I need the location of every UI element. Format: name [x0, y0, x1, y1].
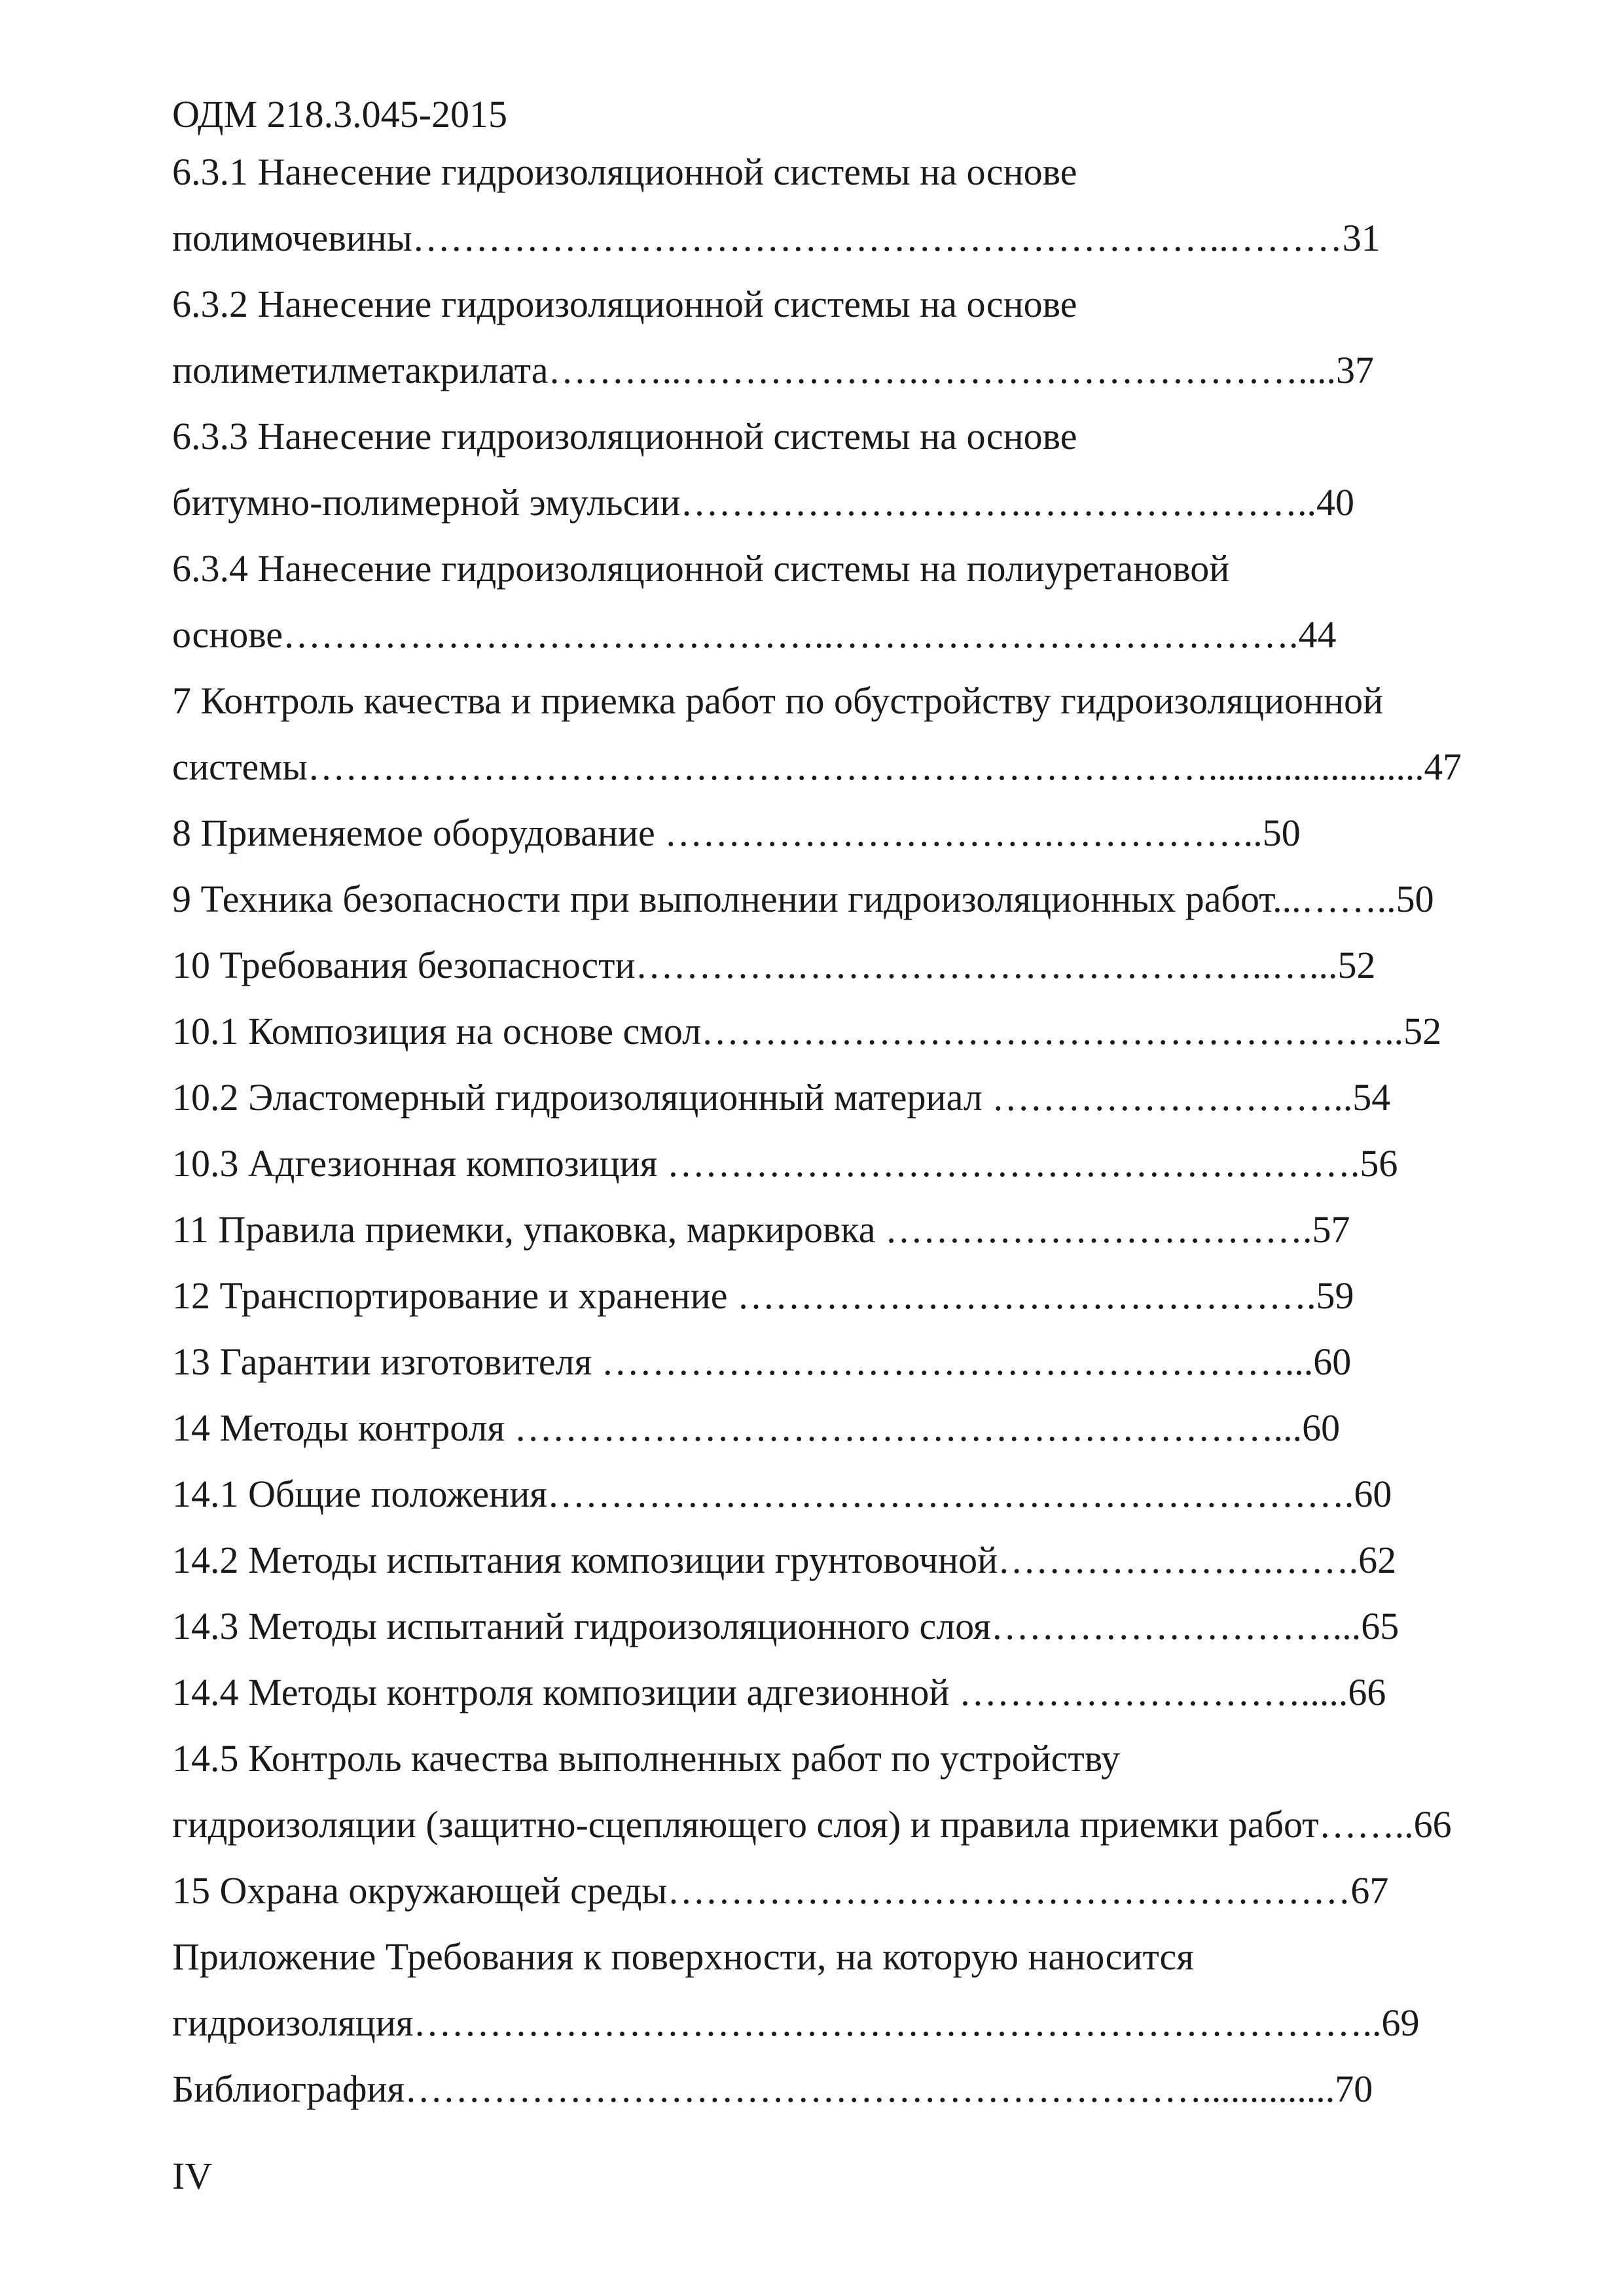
toc-line-6-3-1: 6.3.1 Нанесение гидроизоляционной системы на основе [172, 151, 1077, 193]
toc-line-10: 10 Требования безопасности………….………………………………..…...52 [172, 944, 1376, 986]
toc-line-14-3: 14.3 Методы испытаний гидроизоляционного слоя………………………...65 [172, 1605, 1399, 1647]
toc-line-bibliography: Библиография………………………………………………………..............70 [172, 2068, 1373, 2110]
toc-line-appendix: Приложение Требования к поверхности, на которую наносится [172, 1935, 1194, 1978]
toc-line-15: 15 Охрана окружающей среды………………………………………………67 [172, 1869, 1389, 1912]
toc-line-11: 11 Правила приемки, упаковка, маркировка …………………………….57 [172, 1208, 1350, 1251]
toc-line-14: 14 Методы контроля ……………………………………………………...60 [172, 1407, 1341, 1449]
toc-line-14-1: 14.1 Общие положения……………………………………………………….60 [172, 1473, 1392, 1515]
toc-line-6-3-2: 6.3.2 Нанесение гидроизоляционной системы на основе [172, 283, 1077, 325]
page-number: IV [172, 2155, 213, 2197]
toc-line-6-3-4-cont: основе……………………………………..……………………………….44 [172, 613, 1337, 656]
toc-line-6-3-3: 6.3.3 Нанесение гидроизоляционной системы на основе [172, 415, 1077, 457]
toc-line-14-4: 14.4 Методы контроля композиции адгезионной ……………………….....66 [172, 1671, 1386, 1713]
toc-line-14-5: 14.5 Контроль качества выполненных работ по устройству [172, 1737, 1121, 1780]
toc-line-10-2: 10.2 Эластомерный гидроизоляционный материал ………………………..54 [172, 1076, 1391, 1119]
toc-line-10-1: 10.1 Композиция на основе смол………………………………………………..52 [172, 1010, 1442, 1052]
toc-line-14-5-cont: гидроизоляции (защитно-сцепляющего слоя) и правила приемки работ……..66 [172, 1803, 1452, 1846]
toc-line-13: 13 Гарантии изготовителя ………………………………………………...60 [172, 1340, 1352, 1383]
toc-line-10-3: 10.3 Адгезионная композиция ……………………………………………….56 [172, 1142, 1398, 1185]
toc-line-9: 9 Техника безопасности при выполнении гидроизоляционных работ...……..50 [172, 878, 1434, 920]
toc-line-6-3-2-cont: полиметилметакрилата………..……………….…………………………....37 [172, 349, 1374, 391]
toc-line-6-3-4: 6.3.4 Нанесение гидроизоляционной системы на полиуретановой [172, 547, 1230, 590]
toc-line-7-cont: системы……………………………………………………………….......................47 [172, 745, 1462, 788]
document-code: ОДМ 218.3.045-2015 [172, 93, 507, 135]
toc-line-appendix-cont: гидроизоляция…………………………………………………………………..69 [172, 2001, 1420, 2044]
toc-line-6-3-1-cont: полимочевины………………………………………………………..………31 [172, 217, 1380, 259]
toc-line-8: 8 Применяемое оборудование ………………………….……………..50 [172, 812, 1301, 854]
toc-line-14-2: 14.2 Методы испытания композиции грунтовочной………………….…….62 [172, 1539, 1397, 1581]
toc-line-6-3-3-cont: битумно-полимерной эмульсии……………………….…………………..40 [172, 481, 1354, 524]
toc-line-12: 12 Транспортирование и хранение ……………………………………….59 [172, 1274, 1354, 1317]
toc-line-7: 7 Контроль качества и приемка работ по обустройству гидроизоляционной [172, 679, 1384, 722]
